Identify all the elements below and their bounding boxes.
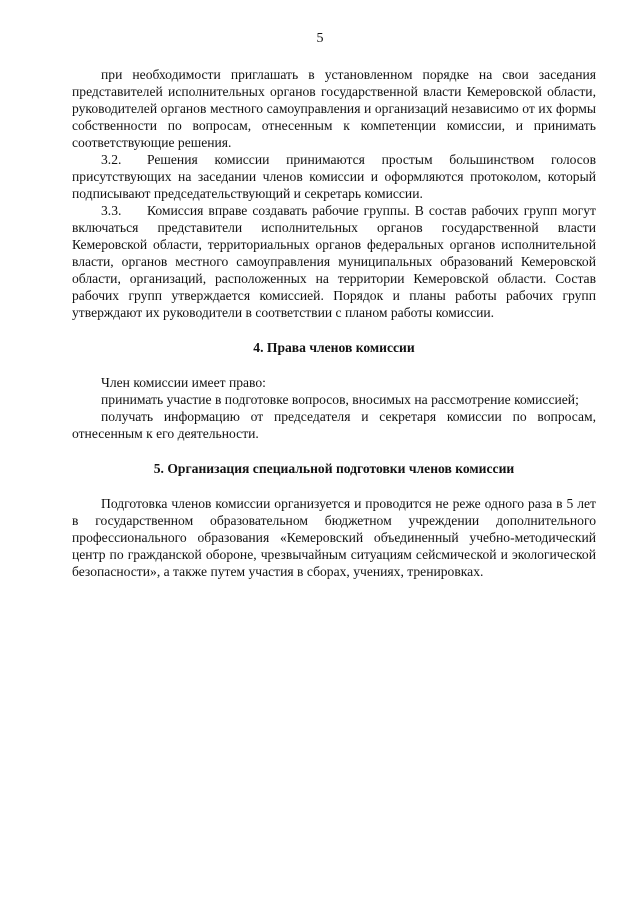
clause-number-3-3: 3.3. bbox=[101, 203, 122, 218]
section-4-item-1: принимать участие в подготовке вопросов, вносимых на рассмотрение комиссией; bbox=[101, 392, 579, 407]
section-4-item-2: получать информацию от председателя и секретаря комиссии по вопросам, отнесенным к его деятельности. bbox=[72, 409, 596, 441]
clause-text-3-3: Комиссия вправе создавать рабочие группы. В состав рабочих групп могут включаться представители исполнительных органов государственной власти Кемеровской области, территориальных органов федеральных органов исполнительной власти, органов местного самоуправления муниципальных образований Кемеровской области, организаций, расположенных на территории Кемеровской области. Состав рабочих групп утверждается комиссией. Порядок и планы работы рабочих групп утверждают их руководители в соответствии с планом работы комиссии. bbox=[72, 203, 596, 320]
section-5-heading: 5. Организация специальной подготовки членов комиссии bbox=[153, 461, 515, 476]
clause-text-3-2: Решения комиссии принимаются простым большинством голосов присутствующих на заседании членов комиссии и оформляются протоколом, который подписывают председательствующий и секретарь комиссии. bbox=[72, 152, 596, 201]
paragraph-3-3 bbox=[72, 202, 596, 321]
page-number: 5 bbox=[316, 31, 324, 46]
clause-number-3-2: 3.2. bbox=[101, 152, 122, 167]
paragraph-3-2 bbox=[72, 151, 596, 202]
paragraph-invite: при необходимости приглашать в установленном порядке на свои заседания представителей исполнительных органов государственной власти Кемеровской области, руководителей органов местного самоуправления и организаций независимо от их формы собственности по вопросам, отнесенным к компетенции комиссии, и принимать соответствующие решения. bbox=[72, 67, 596, 150]
section-5-text: Подготовка членов комиссии организуется и проводится не реже одного раза в 5 лет в государственном образовательном бюджетном учреждении дополнительного профессионального образования «Кемеровский объединенный учебно-методический центр по гражданской обороне, чрезвычайным ситуациям сейсмической и экологической безопасности», а также путем участия в сборах, учениях, тренировках. bbox=[72, 496, 596, 579]
section-4-intro: Член комиссии имеет право: bbox=[101, 375, 266, 390]
section-4-heading: 4. Права членов комиссии bbox=[253, 340, 415, 355]
document-body bbox=[72, 66, 596, 580]
